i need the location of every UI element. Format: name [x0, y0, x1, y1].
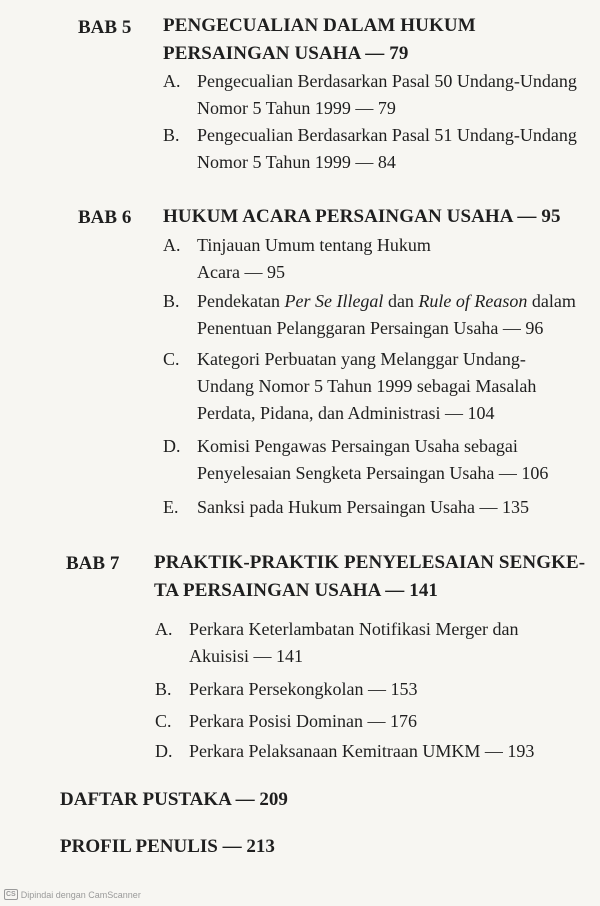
- entry-text-line: Kategori Perbuatan yang Melanggar Undang-: [197, 349, 526, 369]
- chapter-number: BAB 5: [78, 17, 132, 38]
- toc-back-matter-author-profile[interactable]: PROFIL PENULIS — 213: [60, 836, 275, 857]
- entry-text-line: Perkara Persekongkolan — 153: [189, 679, 418, 699]
- entry-letter: A.: [163, 71, 181, 91]
- chapter-number: BAB 7: [66, 553, 120, 574]
- chapter-title-line: PRAKTIK-PRAKTIK PENYELESAIAN SENGKE-: [154, 552, 586, 573]
- entry-letter: A.: [155, 619, 173, 639]
- entry-text-line: Undang Nomor 5 Tahun 1999 sebagai Masalah: [197, 376, 537, 396]
- camscanner-logo-icon: CS: [6, 891, 16, 898]
- chapter-title-line: PERSAINGAN USAHA — 79: [163, 43, 409, 64]
- entry-text-line: Sanksi pada Hukum Persaingan Usaha — 135: [197, 497, 529, 517]
- entry-text-line: Penyelesaian Sengketa Persaingan Usaha — 106: [197, 463, 549, 483]
- chapter-number: BAB 6: [78, 207, 132, 228]
- entry-text-line: Perkara Pelaksanaan Kemitraan UMKM — 193: [189, 741, 535, 761]
- entry-letter: B.: [163, 125, 180, 145]
- entry-text-line: Tinjauan Umum tentang Hukum: [197, 235, 431, 255]
- chapter-title-line: HUKUM ACARA PERSAINGAN USAHA — 95: [163, 206, 561, 227]
- chapter-title-line: PENGECUALIAN DALAM HUKUM: [163, 15, 476, 36]
- entry-text-line: Akuisisi — 141: [189, 646, 304, 666]
- entry-text-line: Perkara Posisi Dominan — 176: [189, 711, 417, 731]
- scanner-watermark-text: Dipindai dengan CamScanner: [20, 889, 141, 900]
- entry-letter: A.: [163, 235, 181, 255]
- entry-letter: E.: [163, 497, 179, 517]
- entry-text-line: Perdata, Pidana, dan Administrasi — 104: [197, 403, 495, 423]
- entry-letter: B.: [155, 679, 172, 699]
- entry-letter: C.: [163, 349, 180, 369]
- entry-letter: C.: [155, 711, 172, 731]
- entry-text-line: Acara — 95: [197, 262, 285, 282]
- chapter-title: [163, 12, 476, 68]
- scanner-watermark: [4, 889, 141, 900]
- entry-text-line: Pengecualian Berdasarkan Pasal 50 Undang-Undang: [197, 71, 577, 91]
- chapter-title: [154, 549, 585, 605]
- entry-text-line: Perkara Keterlambatan Notifikasi Merger dan: [189, 619, 519, 639]
- entry-text-line: Penentuan Pelanggaran Persaingan Usaha — 96: [197, 318, 544, 338]
- entry-text-line: Komisi Pengawas Persaingan Usaha sebagai: [197, 436, 518, 456]
- entry-letter: D.: [155, 741, 173, 761]
- entry-text-line: Pendekatan Per Se Illegal dan Rule of Reason dalam: [197, 291, 576, 311]
- entry-letter: D.: [163, 436, 181, 456]
- chapter-title-line: TA PERSAINGAN USAHA — 141: [154, 580, 439, 601]
- chapter-title: [163, 203, 561, 231]
- entry-letter: B.: [163, 291, 180, 311]
- entry-text-line: Nomor 5 Tahun 1999 — 84: [197, 152, 396, 172]
- entry-text-line: Nomor 5 Tahun 1999 — 79: [197, 98, 396, 118]
- entry-text-line: Pengecualian Berdasarkan Pasal 51 Undang-Undang: [197, 125, 577, 145]
- toc-back-matter-bibliography[interactable]: DAFTAR PUSTAKA — 209: [60, 789, 288, 810]
